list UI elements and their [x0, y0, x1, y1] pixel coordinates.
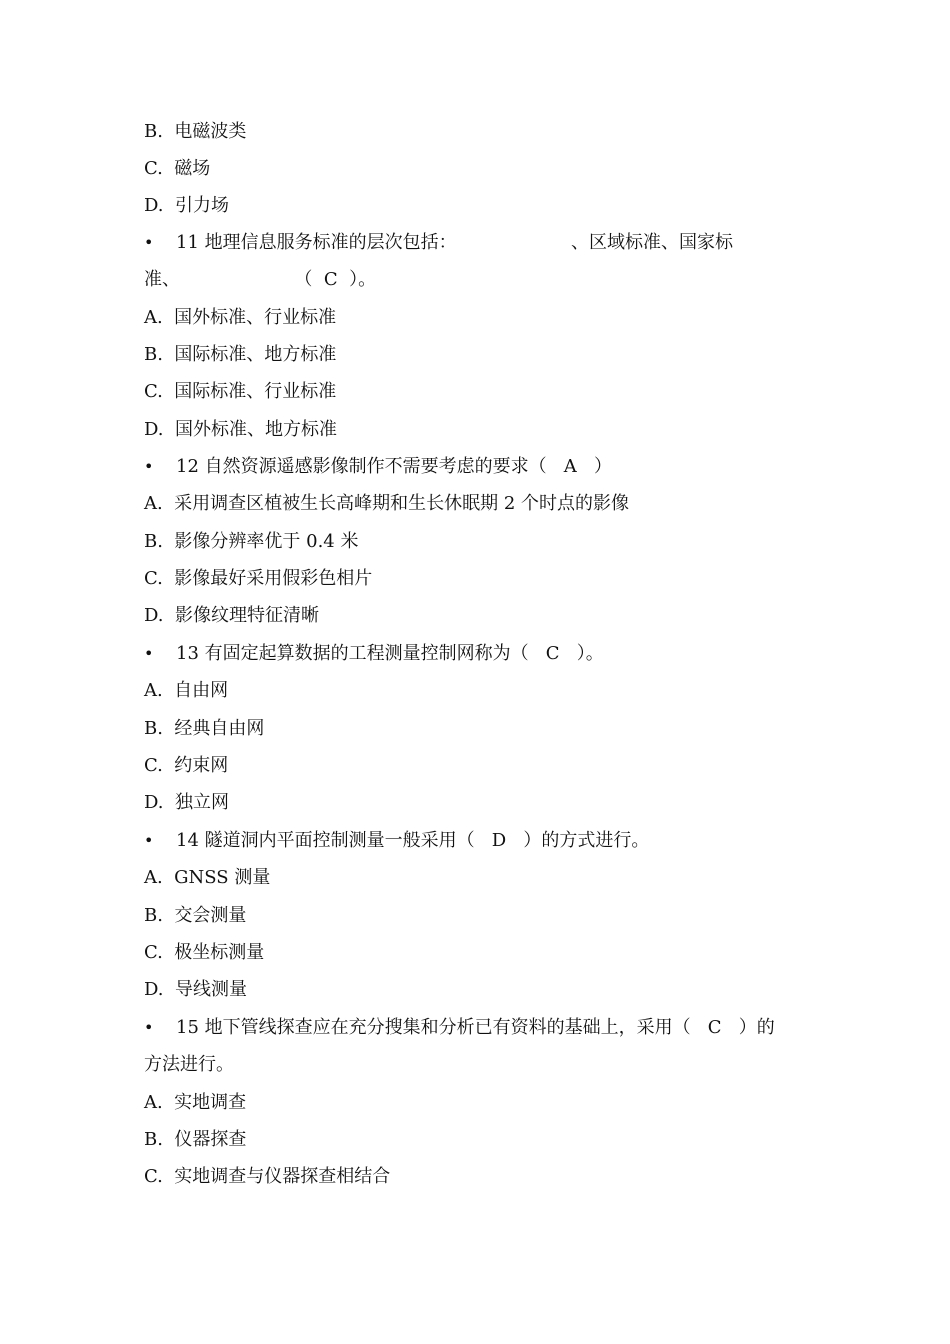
option-c-prev: C. 磁场 [144, 158, 211, 179]
q14-option-c: C. 极坐标测量 [144, 942, 265, 963]
q12-option-d: D. 影像纹理特征清晰 [144, 605, 319, 626]
q13-option-c: C. 约束网 [144, 755, 229, 776]
q11-option-d: D. 国外标准、地方标准 [144, 419, 337, 440]
q12-option-b: B. 影像分辨率优于 0.4 米 [144, 531, 359, 552]
q15-option-b: B. 仪器探查 [144, 1129, 247, 1150]
q14-option-b: B. 交会测量 [144, 905, 247, 926]
q12-option-c: C. 影像最好采用假彩色相片 [144, 568, 373, 589]
q11-option-a: A. 国外标准、行业标准 [144, 307, 337, 328]
q13-option-d: D. 独立网 [144, 792, 229, 813]
question-15-line1: 15 地下管线探查应在充分搜集和分析已有资料的基础上，采用（ C ）的 [176, 1017, 775, 1038]
bullet-q12: • [144, 457, 154, 476]
q11-option-b: B. 国际标准、地方标准 [144, 344, 337, 365]
q12-option-a: A. 采用调查区植被生长高峰期和生长休眠期 2 个时点的影像 [144, 493, 630, 514]
option-d-prev: D. 引力场 [144, 195, 229, 216]
bullet-q15: • [144, 1018, 154, 1037]
bullet-q13: • [144, 644, 154, 663]
question-15-line2: 方法进行。 [144, 1054, 234, 1075]
option-b-prev: B. 电磁波类 [144, 121, 247, 142]
bullet-q14: • [144, 831, 154, 850]
bullet-q11: • [144, 233, 154, 252]
question-13-line1: 13 有固定起算数据的工程测量控制网称为（ C ）。 [176, 643, 604, 664]
question-12-line1: 12 自然资源遥感影像制作不需要考虑的要求（ A ） [176, 456, 612, 477]
q11-option-c: C. 国际标准、行业标准 [144, 381, 337, 402]
question-11-line2: 准、 （ C ）。 [144, 269, 377, 290]
q14-option-a: A. GNSS 测量 [144, 867, 271, 888]
q13-option-b: B. 经典自由网 [144, 718, 265, 739]
question-14-line1: 14 隧道洞内平面控制测量一般采用（ D ）的方式进行。 [176, 830, 650, 851]
q14-option-d: D. 导线测量 [144, 979, 247, 1000]
q13-option-a: A. 自由网 [144, 680, 229, 701]
q15-option-c: C. 实地调查与仪器探查相结合 [144, 1166, 391, 1187]
question-11-line1: 11 地理信息服务标准的层次包括： 、区域标准、国家标 [176, 232, 734, 253]
q15-option-a: A. 实地调查 [144, 1092, 247, 1113]
